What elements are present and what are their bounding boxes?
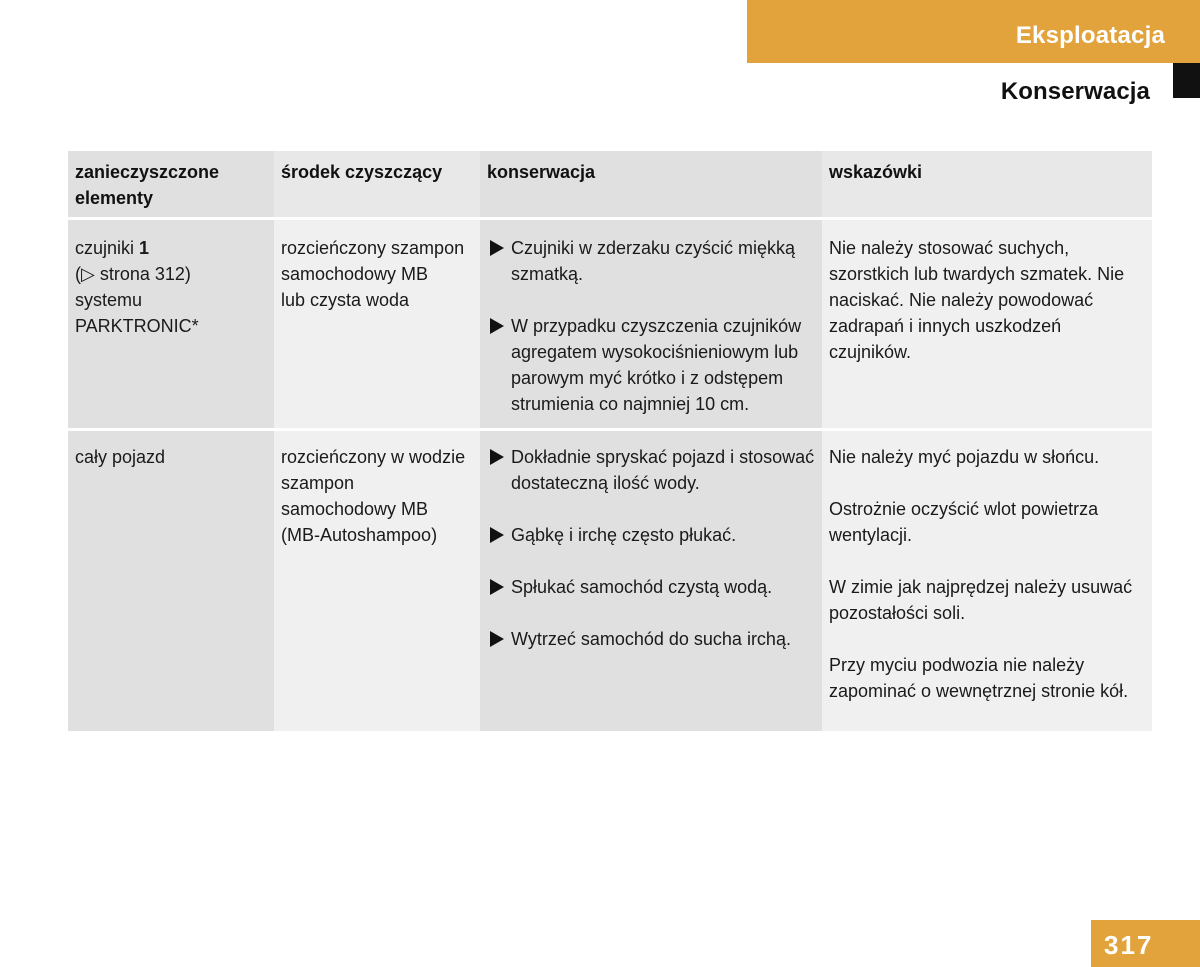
element-system: systemu PARKTRONIC* (75, 290, 199, 336)
agent-line: lub czysta woda (281, 290, 410, 310)
note: Ostrożnie oczyścić wlot powietrza wentylacji. (829, 499, 1099, 545)
row-separator (68, 217, 1152, 220)
table-cell-agent (274, 444, 480, 548)
section-tab (747, 0, 1200, 63)
element-name: czujniki (75, 238, 135, 258)
table-cell-care (480, 444, 822, 652)
section-title: Eksploatacja (1015, 22, 1165, 49)
table-cell-agent (274, 235, 480, 313)
agent-line: samochodowy MB (281, 264, 429, 284)
care-step: W przypadku czyszczenia czujników agregatem wysokociśnieniowym lub parowym myć krótko i z odstępem strumienia co najmniej 10 cm. (487, 313, 815, 417)
care-step: Dokładnie spryskać pojazd i stosować dostateczną ilość wody. (487, 444, 815, 496)
note: W zimie jak najprędzej należy usuwać pozostałości soli. (829, 577, 1133, 623)
note: Nie należy myć pojazdu w słońcu. (829, 447, 1100, 467)
care-step: Spłukać samochód czystą wodą. (487, 574, 815, 600)
cleaning-table (68, 151, 1152, 731)
page-ref-icon: ▷ (81, 264, 95, 284)
table-cell-notes (822, 235, 1152, 365)
table-cell-element (68, 444, 274, 470)
element-ref-number: 1 (139, 238, 150, 258)
page-number: 317 (1091, 920, 1200, 967)
care-step: Wytrzeć samochód do sucha irchą. (487, 626, 815, 652)
agent-line: rozcieńczony szampon (281, 238, 465, 258)
agent-line: rozcieńczony w wodzie (281, 447, 466, 467)
agent-line: szampon (281, 473, 355, 493)
note: Przy myciu podwozia nie należy zapominać o wewnętrznej stronie kół. (829, 655, 1129, 701)
note: Nie należy stosować suchych, szorstkich lub twardych szmatek. Nie naciskać. Nie należy powodować zadrapań i innych uszkodzeń czujników. (829, 238, 1125, 362)
element-name: cały pojazd (75, 447, 166, 467)
page-title: Konserwacja (1000, 78, 1150, 105)
header-cell: konserwacja (480, 151, 822, 217)
row-separator (68, 428, 1152, 431)
agent-line: samochodowy MB (281, 499, 429, 519)
care-step: Czujniki w zderzaku czyścić miękką szmatką. (487, 235, 815, 287)
table-cell-notes (822, 444, 1152, 704)
paren: ( (75, 264, 81, 284)
table-header (68, 151, 1152, 217)
header-cell: zanieczyszczone elementy (68, 151, 274, 217)
agent-line: (MB-Autoshampoo) (281, 525, 438, 545)
table-cell-care (480, 235, 822, 417)
header-cell: środek czyszczący (274, 151, 480, 217)
table-cell-element (68, 235, 274, 339)
page-ref-text: strona 312) (94, 264, 191, 284)
header-cell: wskazówki (822, 151, 1152, 217)
page-edge-marker (1173, 63, 1200, 98)
care-step: Gąbkę i irchę często płukać. (487, 522, 815, 548)
